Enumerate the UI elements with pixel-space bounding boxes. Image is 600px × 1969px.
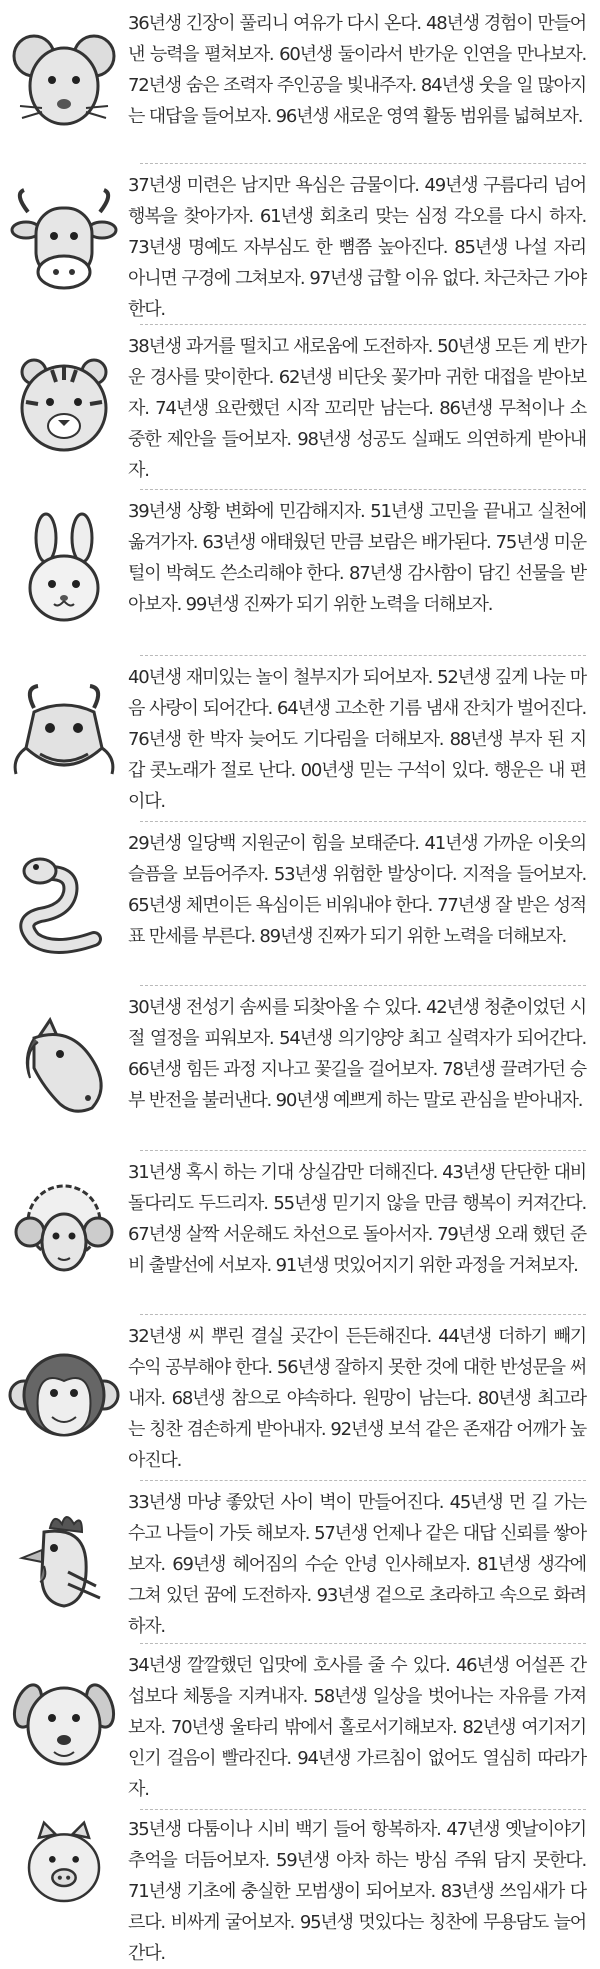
fortune-text-dragon: 40년생 재미있는 놀이 철부지가 되어보자. 52년생 깊게 나눈 마음 사랑이 되어간다. 64년생 고소한 기름 냄새 잔치가 벌어진다. 76년생 한 박자 늦어도 기다림을 더해보자. 88년생 부자 된 지갑 콧노래가 절로 난다. 00년생 믿는 구석이 있다. 행운은 내 편이다.	[128, 667, 586, 812]
zodiac-entry-ox	[0, 170, 600, 318]
fortune-text-pig: 35년생 다툼이나 시비 백기 들어 항복하자. 47년생 옛날이야기 추억을 더듬어보자. 59년생 아차 하는 방심 주워 담지 못한다. 71년생 기초에 충실한 모범생이 되어보자. 83년생 쓰임새가 다르다. 비싸게 굴어보자. 95년생 멋있다는 칭찬에 무용담도 늘어간다.	[128, 1819, 586, 1964]
divider	[140, 324, 586, 325]
rabbit-icon	[0, 496, 128, 648]
fortune-text-monkey: 32년생 씨 뿌린 결실 곳간이 든든해진다. 44년생 더하기 빼기 수익 공부해야 한다. 56년생 잘하지 못한 것에 대한 반성문을 써내자. 68년생 참으로 야속하다. 원망이 남는다. 80년생 최고라는 칭찬 겸손하게 받아내자. 92년생 보석 같은 존재감 어깨가 높아진다.	[128, 1326, 586, 1471]
fortune-text-sheep: 31년생 혹시 하는 기대 상실감만 더해진다. 43년생 단단한 대비 돌다리도 두드리자. 55년생 믿기지 않을 만큼 행복이 커져간다. 67년생 살짝 서운해도 차선으로 돌아서자. 79년생 오래 했던 준비 출발선에 서보자. 91년생 멋있어지기 위한 과정을 거쳐보자.	[128, 1162, 586, 1276]
zodiac-entry-rabbit	[0, 496, 600, 648]
zodiac-entry-horse	[0, 992, 600, 1144]
sheep-icon	[0, 1157, 128, 1307]
fortune-text-rooster: 33년생 마냥 좋았던 사이 벽이 만들어진다. 45년생 먼 길 가는 수고 나들이 가듯 해보자. 57년생 언제나 같은 대답 신뢰를 쌓아보자. 69년생 헤어짐의 수순 안녕 인사해보자. 81년생 생각에 그쳐 있던 꿈에 도전하자. 93년생 겉으로 초라하고 속으로 화려하자.	[128, 1492, 586, 1637]
zodiac-entry-snake	[0, 828, 600, 978]
fortune-text-tiger: 38년생 과거를 떨치고 새로움에 도전하자. 50년생 모든 게 반가운 경사를 맞이한다. 62년생 비단옷 꽃가마 귀한 대접을 받아보자. 74년생 요란했던 시작 꼬리만 남는다. 86년생 무척이나 소중한 제안을 들어보자. 98년생 성공도 실패도 의연하게 받아내자.	[128, 336, 586, 481]
zodiac-entry-pig	[0, 1814, 600, 1964]
fortune-text-rat: 36년생 긴장이 풀리니 여유가 다시 온다. 48년생 경험이 만들어낸 능력을 펼쳐보자. 60년생 둘이라서 반가운 인연을 만나보자. 72년생 숨은 조력자 주인공을 빛내주자. 84년생 웃을 일 많아지는 대답을 들어보자. 96년생 새로운 영역 활동 범위를 넓혀보자.	[128, 13, 586, 127]
zodiac-entry-rooster	[0, 1487, 600, 1637]
snake-icon	[0, 828, 128, 978]
horse-icon	[0, 992, 128, 1144]
zodiac-entry-tiger	[0, 331, 600, 481]
tiger-icon	[0, 331, 128, 481]
ox-icon	[0, 170, 128, 318]
zodiac-entry-sheep	[0, 1157, 600, 1307]
zodiac-entry-rat	[0, 8, 600, 156]
divider	[140, 1150, 586, 1151]
divider	[140, 985, 586, 986]
zodiac-entry-monkey	[0, 1321, 600, 1473]
divider	[140, 1643, 586, 1644]
fortune-text-horse: 30년생 전성기 솜씨를 되찾아올 수 있다. 42년생 청춘이었던 시절 열정을 피워보자. 54년생 의기양양 최고 실력자가 되어간다. 66년생 힘든 과정 지나고 꽃길을 걸어보자. 78년생 끌려가던 승부 반전을 불러낸다. 90년생 예쁘게 하는 말로 관심을 받아내자.	[128, 997, 586, 1111]
fortune-text-snake: 29년생 일당백 지원군이 힘을 보태준다. 41년생 가까운 이웃의 슬픔을 보듬어주자. 53년생 위험한 발상이다. 지적을 들어보자. 65년생 체면이든 욕심이든 비워내야 한다. 77년생 잘 받은 성적표 만세를 부른다. 89년생 진짜가 되기 위한 노력을 더해보자.	[128, 833, 586, 947]
zodiac-entry-dog	[0, 1650, 600, 1802]
dragon-icon	[0, 662, 128, 814]
rooster-icon	[0, 1487, 128, 1637]
divider	[140, 1809, 586, 1810]
divider	[140, 1480, 586, 1481]
fortune-text-dog: 34년생 깔깔했던 입맛에 호사를 줄 수 있다. 46년생 어설픈 간섭보다 체통을 지켜내자. 58년생 일상을 벗어나는 자유를 가져보자. 70년생 울타리 밖에서 홀로서기해보자. 82년생 여기저기 인기 걸음이 빨라진다. 94년생 가르침이 없어도 열심히 따라가자.	[128, 1655, 586, 1800]
rat-icon	[0, 8, 128, 156]
divider	[140, 821, 586, 822]
divider	[140, 489, 586, 490]
divider	[140, 655, 586, 656]
dog-icon	[0, 1650, 128, 1802]
pig-icon	[0, 1814, 128, 1918]
fortune-text-rabbit: 39년생 상황 변화에 민감해지자. 51년생 고민을 끝내고 실천에 옮겨가자. 63년생 애태웠던 만큼 보람은 배가된다. 75년생 미운털이 박혀도 쓴소리해야 한다. 87년생 감사함이 담긴 선물을 받아보자. 99년생 진짜가 되기 위한 노력을 더해보자.	[128, 501, 586, 615]
monkey-icon	[0, 1321, 128, 1473]
divider	[140, 1314, 586, 1315]
fortune-text-ox: 37년생 미련은 남지만 욕심은 금물이다. 49년생 구름다리 넘어 행복을 찾아가자. 61년생 회초리 맞는 심정 각오를 다시 하자. 73년생 명예도 자부심도 한 뼘쯤 높아진다. 85년생 나설 자리 아니면 구경에 그쳐보자. 97년생 급할 이유 없다. 차근차근 가야 한다.	[128, 175, 586, 320]
zodiac-entry-dragon	[0, 662, 600, 814]
divider	[140, 163, 586, 164]
